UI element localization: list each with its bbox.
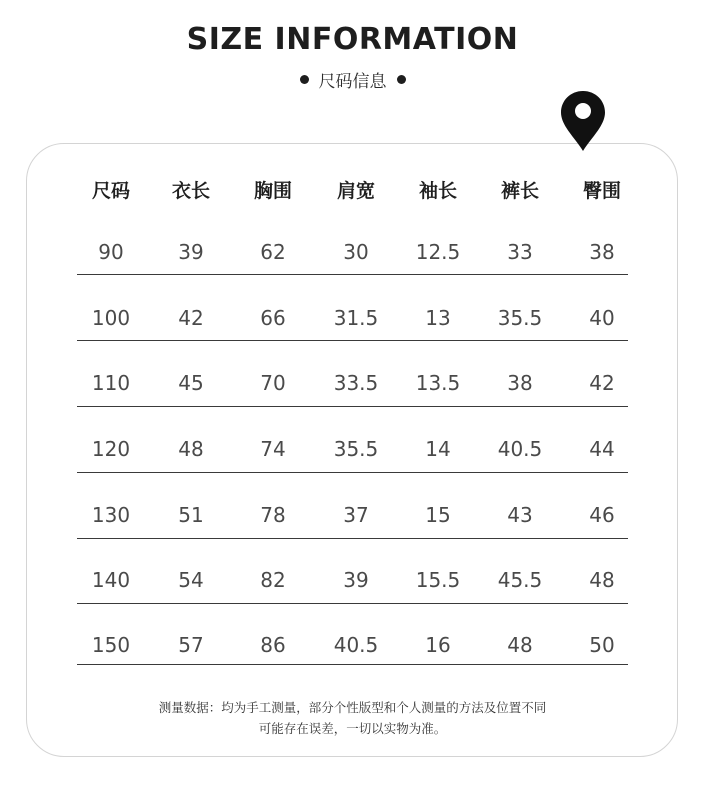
bullet-dot-left [300, 75, 309, 84]
table-row [0, 437, 705, 467]
measurement-note [0, 697, 705, 739]
cell-length: 39 [178, 240, 204, 264]
cell-sleeve: 13.5 [415, 371, 461, 395]
cell-hip: 40 [589, 306, 615, 330]
cell-pants-length: 40.5 [497, 437, 543, 461]
cell-size: 130 [91, 503, 131, 527]
cell-chest: 70 [260, 371, 286, 395]
row-divider [77, 340, 628, 341]
cell-sleeve: 12.5 [415, 240, 461, 264]
table-row [0, 371, 705, 401]
cell-chest: 62 [260, 240, 286, 264]
cell-size: 100 [91, 306, 131, 330]
row-divider [77, 406, 628, 407]
cell-hip: 46 [589, 503, 615, 527]
row-divider [77, 472, 628, 473]
header-chest: 胸围 [253, 180, 292, 202]
bullet-dot-right [397, 75, 406, 84]
cell-sleeve: 13 [425, 306, 451, 330]
header-shoulder: 肩宽 [336, 180, 375, 202]
cell-size: 120 [91, 437, 131, 461]
row-divider [77, 664, 628, 665]
table-header-row [0, 176, 705, 204]
cell-hip: 48 [589, 568, 615, 592]
row-divider [77, 603, 628, 604]
header-pants-length: 裤长 [500, 180, 539, 202]
cell-sleeve: 14 [425, 437, 451, 461]
cell-pants-length: 38 [507, 371, 533, 395]
cell-size: 140 [91, 568, 131, 592]
cell-size: 150 [91, 633, 131, 657]
cell-size: 110 [91, 371, 131, 395]
cell-shoulder: 33.5 [333, 371, 379, 395]
cell-hip: 44 [589, 437, 615, 461]
cell-pants-length: 35.5 [497, 306, 543, 330]
measurement-note-line-1: 测量数据：均为手工测量，部分个性版型和个人测量的方法及位置不同 [158, 700, 547, 715]
cell-length: 45 [178, 371, 204, 395]
table-row [0, 240, 705, 270]
cell-shoulder: 37 [343, 503, 369, 527]
cell-shoulder: 31.5 [333, 306, 379, 330]
page-title: SIZE INFORMATION [186, 22, 519, 57]
cell-shoulder: 40.5 [333, 633, 379, 657]
table-row [0, 568, 705, 598]
header-hip: 臀围 [582, 180, 621, 202]
cell-size: 90 [98, 240, 124, 264]
cell-pants-length: 45.5 [497, 568, 543, 592]
cell-shoulder: 39 [343, 568, 369, 592]
measurement-note-line-2: 可能存在误差，一切以实物为准。 [258, 721, 447, 736]
header-size: 尺码 [91, 180, 130, 202]
header-length: 衣长 [171, 180, 210, 202]
cell-chest: 78 [260, 503, 286, 527]
cell-hip: 50 [589, 633, 615, 657]
location-pin-icon [559, 89, 607, 153]
cell-sleeve: 15.5 [415, 568, 461, 592]
subtitle-text: 尺码信息 [318, 72, 387, 92]
cell-sleeve: 16 [425, 633, 451, 657]
table-row [0, 633, 705, 663]
table-row [0, 306, 705, 336]
cell-length: 48 [178, 437, 204, 461]
cell-pants-length: 48 [507, 633, 533, 657]
cell-shoulder: 30 [343, 240, 369, 264]
cell-length: 54 [178, 568, 204, 592]
cell-length: 57 [178, 633, 204, 657]
cell-pants-length: 33 [507, 240, 533, 264]
header-sleeve: 袖长 [418, 180, 457, 202]
cell-pants-length: 43 [507, 503, 533, 527]
cell-length: 42 [178, 306, 204, 330]
cell-chest: 74 [260, 437, 286, 461]
cell-sleeve: 15 [425, 503, 451, 527]
cell-chest: 86 [260, 633, 286, 657]
cell-hip: 38 [589, 240, 615, 264]
cell-shoulder: 35.5 [333, 437, 379, 461]
cell-chest: 66 [260, 306, 286, 330]
table-row [0, 503, 705, 533]
cell-chest: 82 [260, 568, 286, 592]
row-divider [77, 538, 628, 539]
cell-hip: 42 [589, 371, 615, 395]
row-divider [77, 274, 628, 275]
cell-length: 51 [178, 503, 204, 527]
